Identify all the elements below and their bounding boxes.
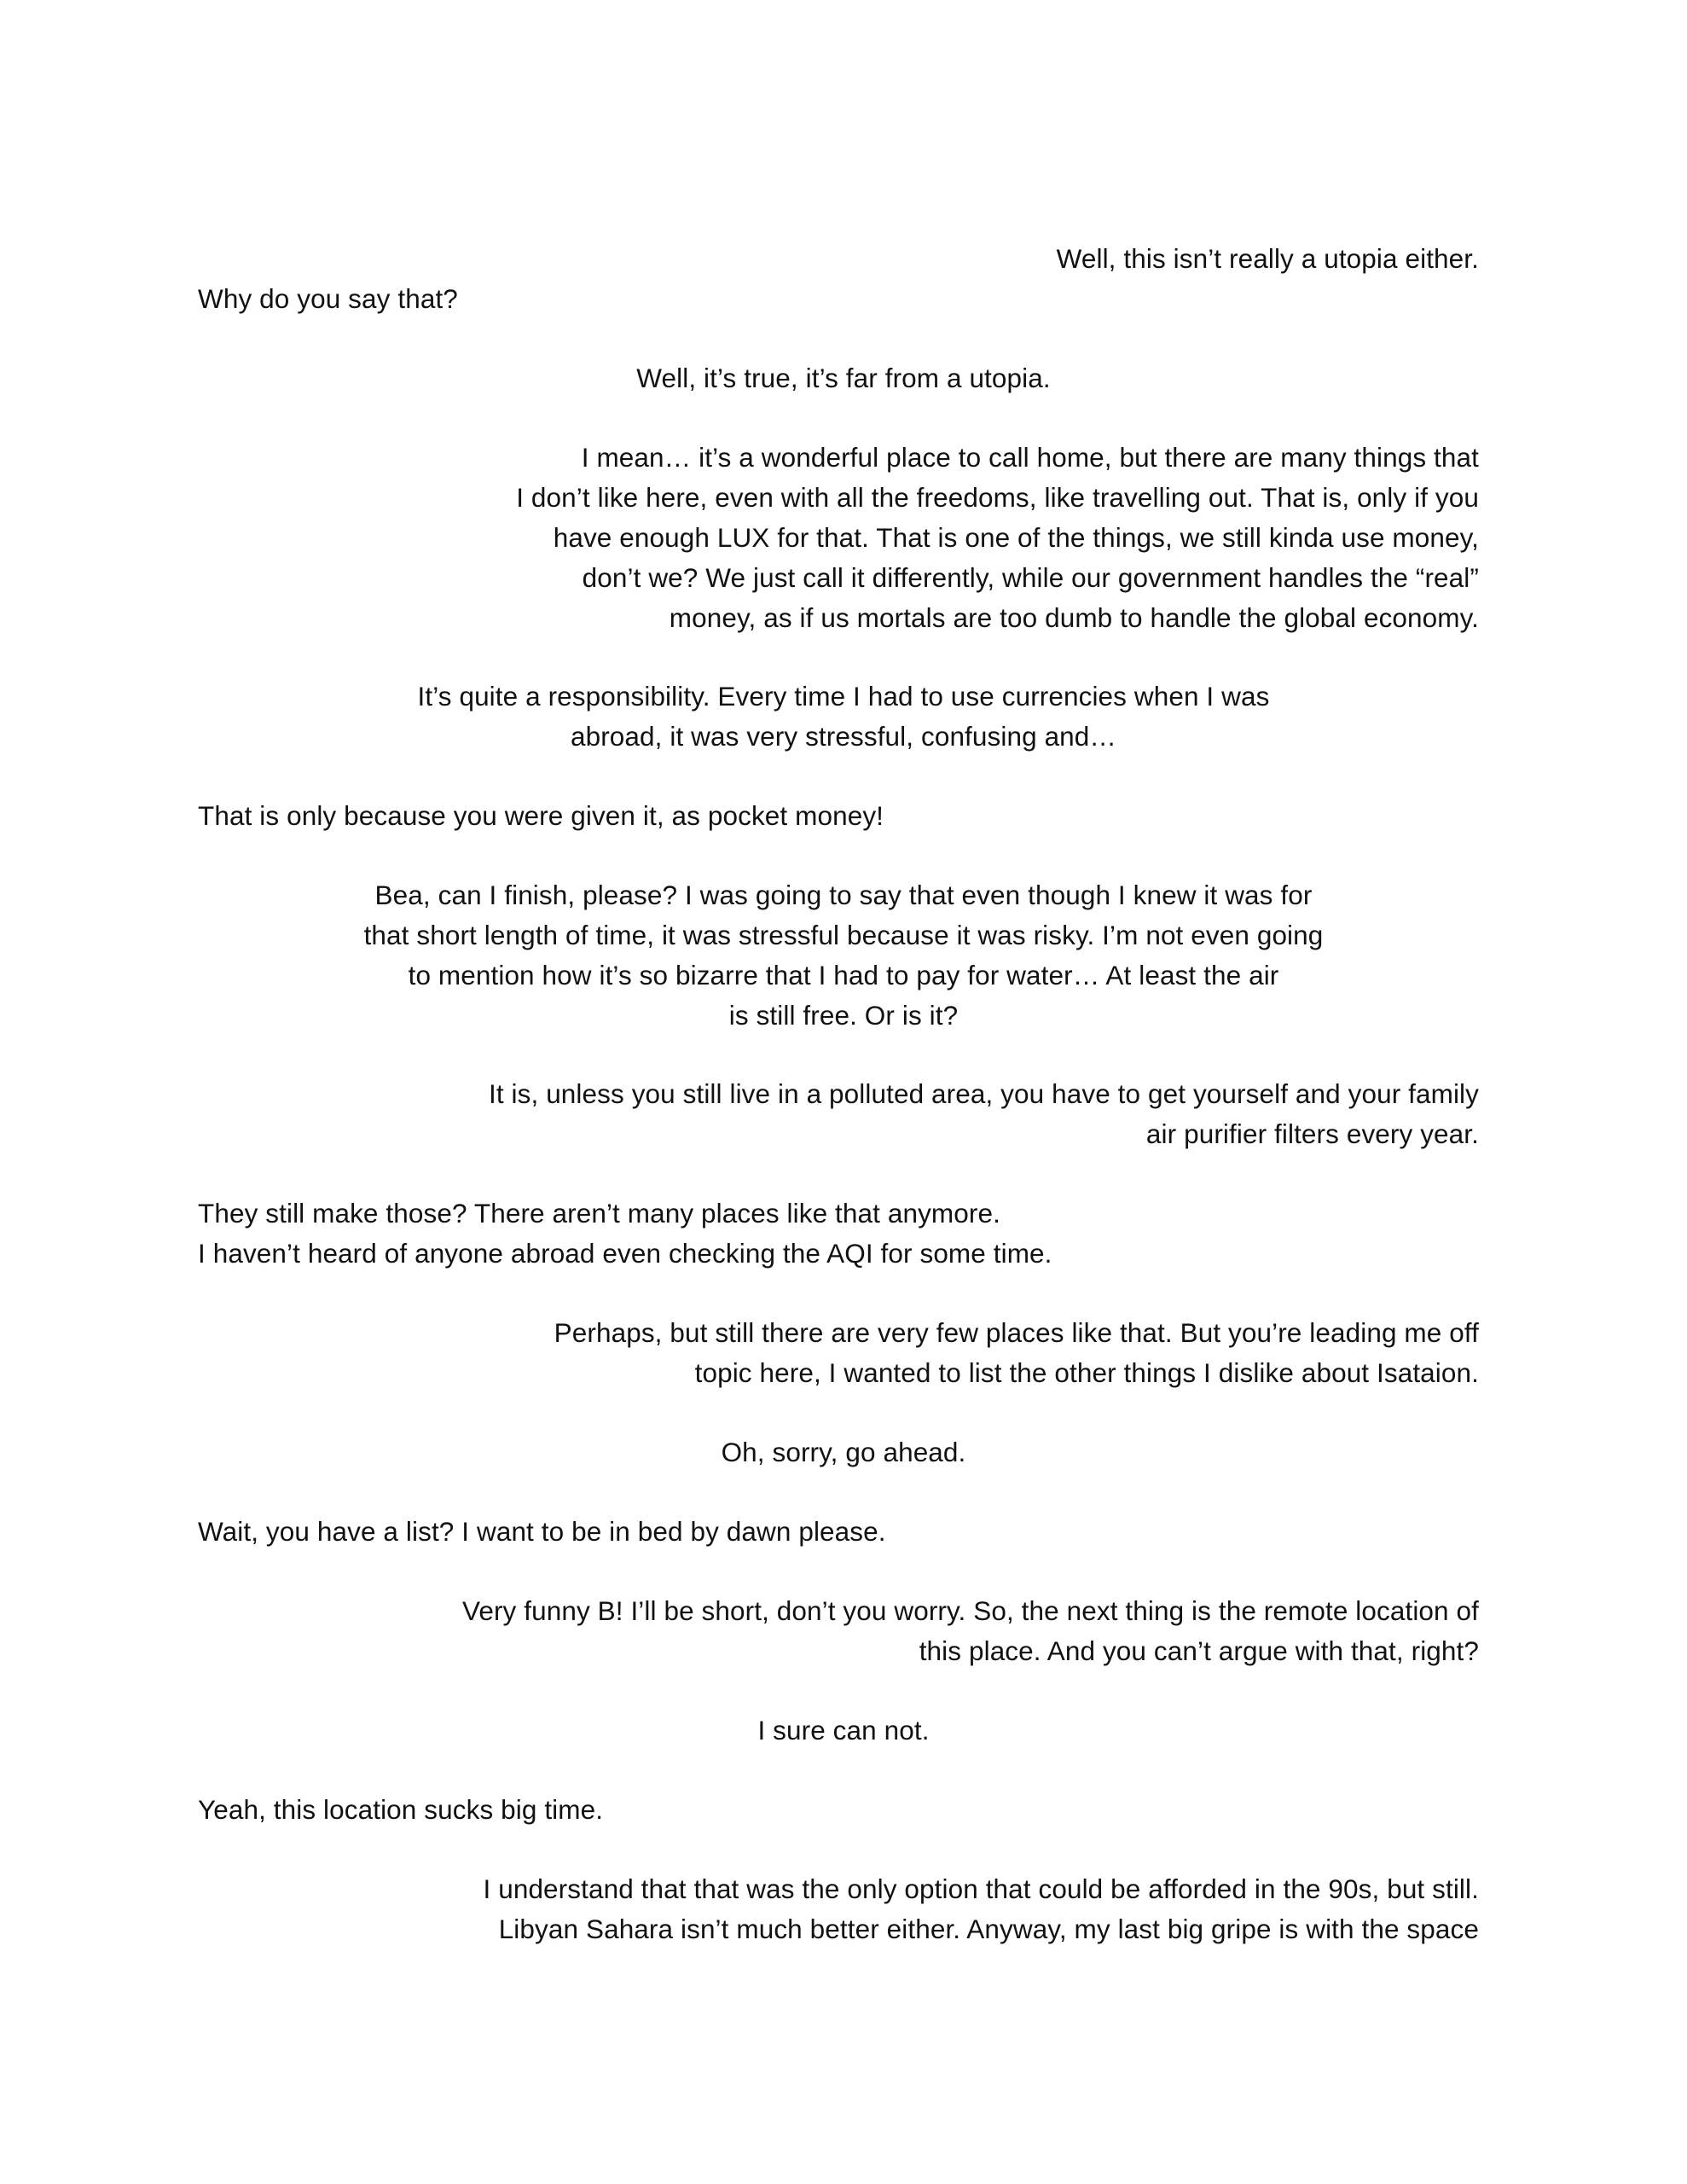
text-line: Yeah, this location sucks big time. (198, 1794, 604, 1825)
text-line: Why do you say that? (198, 283, 458, 314)
text-line: Oh, sorry, go ahead. (721, 1437, 966, 1467)
text-line: It’s quite a responsibility. Every time I had to use currencies when I was (417, 681, 1270, 712)
dialogue-paragraph (0, 438, 1687, 638)
text-line: That is only because you were given it, as pocket money! (198, 800, 884, 831)
text-line: I sure can not. (757, 1715, 930, 1745)
text-line: don’t we? We just call it differently, while our government handles the “real” (582, 562, 1479, 593)
text-line: I haven’t heard of anyone abroad even checking the AQI for some time. (198, 1238, 1052, 1269)
text-line: Very funny B! I’ll be short, don’t you worry. So, the next thing is the remote location of (461, 1595, 1479, 1626)
dialogue-paragraph (0, 1512, 1687, 1552)
text-line: Bea, can I finish, please? I was going to say that even though I knew it was for (374, 880, 1313, 910)
dialogue-paragraph (0, 1313, 1687, 1393)
text-line: that short length of time, it was stressful because it was risky. I’m not even going (363, 920, 1324, 950)
dialogue-paragraph (0, 1432, 1687, 1472)
text-line: Wait, you have a list? I want to be in bed by dawn please. (198, 1516, 886, 1547)
text-line: abroad, it was very stressful, confusing and… (570, 721, 1117, 752)
dialogue-paragraph (0, 358, 1687, 398)
text-line: is still free. Or is it? (728, 1000, 959, 1031)
dialogue-paragraph (0, 1591, 1687, 1671)
dialogue-paragraph (0, 239, 1687, 279)
text-line: They still make those? There aren’t many places like that anymore. (198, 1198, 1000, 1228)
text-line: Perhaps, but still there are very few places like that. But you’re leading me off (554, 1317, 1479, 1348)
text-line: I don’t like here, even with all the freedoms, like travelling out. That is, only if you (516, 482, 1479, 513)
text-line: have enough LUX for that. That is one of the things, we still kinda use money, (553, 522, 1479, 553)
text-line: topic here, I wanted to list the other things I dislike about Isataion. (694, 1357, 1479, 1388)
text-line: Well, it’s true, it’s far from a utopia. (636, 363, 1051, 393)
dialogue-paragraph (0, 279, 1687, 319)
dialogue-paragraph (0, 796, 1687, 836)
text-line: It is, unless you still live in a polluted area, you have to get yourself and your family (488, 1078, 1479, 1109)
text-line: Well, this isn’t really a utopia either. (1056, 243, 1479, 274)
dialogue-paragraph (0, 1790, 1687, 1830)
text-line: to mention how it’s so bizarre that I had to pay for water… At least the air (408, 960, 1279, 990)
dialogue-paragraph (0, 1869, 1687, 1949)
dialogue-paragraph (0, 1074, 1687, 1154)
dialogue-paragraph (0, 1711, 1687, 1751)
text-line: I understand that that was the only option that could be afforded in the 90s, but still. (483, 1873, 1479, 1904)
text-line: air purifier filters every year. (1145, 1118, 1479, 1149)
text-line: I mean… it’s a wonderful place to call home, but there are many things that (581, 442, 1479, 473)
text-line: Libyan Sahara isn’t much better either. Anyway, my last big gripe is with the space (498, 1914, 1479, 1944)
dialogue-paragraph (0, 875, 1687, 1036)
text-line: money, as if us mortals are too dumb to handle the global economy. (669, 602, 1479, 633)
text-line: this place. And you can’t argue with that, right? (919, 1635, 1479, 1666)
dialogue-paragraph (0, 677, 1687, 757)
dialogue-paragraph (0, 1194, 1687, 1274)
